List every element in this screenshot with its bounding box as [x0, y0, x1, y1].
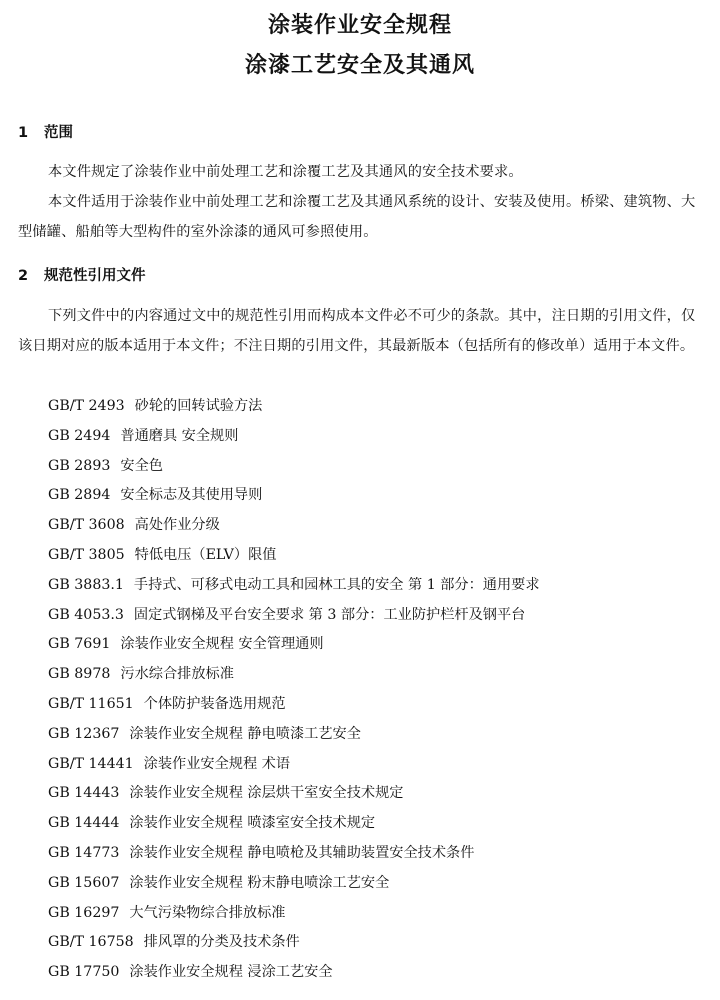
reference-title: 个体防护装备选用规范 — [143, 695, 286, 712]
reference-item — [48, 481, 540, 511]
section-1-paragraph-1: 本文件规定了涂装作业中前处理工艺和涂覆工艺及其通风的安全技术要求。 — [48, 164, 523, 180]
reference-code: GB/T 3608 — [48, 517, 125, 534]
reference-code: GB 14773 — [48, 844, 120, 861]
reference-code: GB/T 11651 — [48, 695, 134, 712]
reference-code: GB/T 2493 — [48, 398, 125, 414]
reference-item — [48, 660, 540, 690]
reference-title: 普通磨具 安全规则 — [120, 427, 239, 444]
reference-title: 排风罩的分类及技术条件 — [143, 934, 300, 951]
section-1-title: 范围 — [44, 125, 73, 141]
reference-code: GB 12367 — [48, 725, 120, 742]
reference-title: 涂装作业安全规程 安全管理通则 — [120, 636, 324, 653]
reference-item — [48, 630, 540, 660]
reference-item — [48, 750, 540, 780]
reference-title: 涂装作业安全规程 静电喷漆工艺安全 — [129, 725, 361, 742]
reference-title: 砂轮的回转试验方法 — [134, 398, 263, 414]
section-1-heading — [18, 123, 73, 143]
reference-code: GB 2893 — [48, 457, 111, 474]
reference-item — [48, 422, 540, 452]
section-2-heading — [18, 266, 146, 286]
reference-item — [48, 601, 540, 631]
reference-item — [48, 511, 540, 541]
reference-title: 污水综合排放标准 — [120, 666, 234, 683]
reference-item — [48, 392, 540, 422]
reference-item — [48, 809, 540, 839]
reference-title: 涂装作业安全规程 浸涂工艺安全 — [129, 964, 333, 981]
reference-title: 特低电压（ELV）限值 — [134, 546, 277, 563]
reference-item — [48, 452, 540, 482]
reference-title: 固定式钢梯及平台安全要求 第 3 部分：工业防护栏杆及钢平台 — [133, 606, 526, 623]
reference-item — [48, 541, 540, 571]
reference-item — [48, 779, 540, 809]
reference-item — [48, 899, 540, 929]
reference-code: GB 4053.3 — [48, 606, 124, 623]
reference-item — [48, 958, 540, 988]
reference-list — [48, 392, 540, 988]
document-subtitle: 涂漆工艺安全及其通风 — [244, 53, 475, 78]
reference-title: 安全标志及其使用导则 — [120, 487, 263, 504]
reference-code: GB 2494 — [48, 427, 111, 444]
reference-code: GB 7691 — [48, 636, 111, 653]
reference-code: GB 14444 — [48, 815, 120, 832]
reference-code: GB 16297 — [48, 904, 120, 921]
section-2-intro: 下列文件中的内容通过文中的规范性引用而构成本文件必不可少的条款。其中，注日期的引用文件，仅该日期对应的版本适用于本文件；不注日期的引用文件，其最新版本（包括所有的修改单）适用于本文件。 — [18, 308, 696, 354]
reference-code: GB 8978 — [48, 666, 111, 683]
reference-title: 涂装作业安全规程 术语 — [143, 755, 291, 772]
reference-item — [48, 720, 540, 750]
section-1-paragraph-2: 本文件适用于涂装作业中前处理工艺和涂覆工艺及其通风系统的设计、安装及使用。桥梁、建筑物、大型储罐、船舶等大型构件的室外涂漆的通风可参照使用。 — [18, 194, 696, 240]
section-2-number: 2 — [18, 268, 29, 284]
reference-code: GB/T 16758 — [48, 934, 134, 951]
reference-code: GB 15607 — [48, 874, 120, 891]
reference-title: 涂装作业安全规程 粉末静电喷涂工艺安全 — [129, 874, 390, 891]
reference-code: GB 2894 — [48, 487, 111, 504]
reference-code: GB 3883.1 — [48, 576, 124, 593]
section-2-title: 规范性引用文件 — [44, 268, 146, 284]
reference-item — [48, 690, 540, 720]
reference-title: 大气污染物综合排放标准 — [129, 904, 286, 921]
document-title: 涂装作业安全规程 — [267, 13, 452, 38]
reference-code: GB/T 3805 — [48, 546, 125, 563]
reference-title: 安全色 — [120, 457, 163, 474]
reference-code: GB/T 14441 — [48, 755, 134, 772]
reference-item — [48, 928, 540, 958]
reference-code: GB 17750 — [48, 964, 120, 981]
reference-title: 涂装作业安全规程 涂层烘干室安全技术规定 — [129, 785, 404, 802]
reference-item — [48, 869, 540, 899]
section-1-number: 1 — [18, 125, 29, 141]
reference-title: 手持式、可移式电动工具和园林工具的安全 第 1 部分：通用要求 — [133, 576, 540, 593]
reference-item — [48, 839, 540, 869]
reference-code: GB 14443 — [48, 785, 120, 802]
reference-title: 高处作业分级 — [134, 517, 220, 534]
reference-title: 涂装作业安全规程 静电喷枪及其辅助装置安全技术条件 — [129, 844, 475, 861]
reference-title: 涂装作业安全规程 喷漆室安全技术规定 — [129, 815, 376, 832]
reference-item — [48, 571, 540, 601]
